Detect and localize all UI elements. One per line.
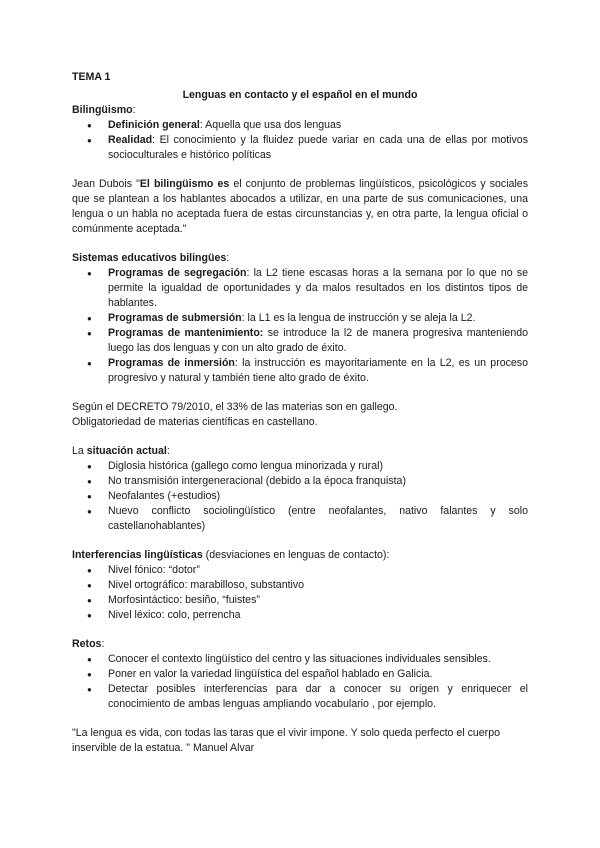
list-item: ● Programas de submersión: la L1 es la lengua de instrucción y se aleja la L2.	[72, 311, 528, 326]
bilinguismo-list	[72, 118, 528, 163]
retos-list	[72, 652, 528, 712]
list-item: ● Nuevo conflicto sociolingüístico (entre neofalantes, nativo falantes y solo castellanohablantes)	[72, 504, 528, 534]
sistemas-heading: Sistemas educativos bilingües:	[72, 252, 230, 264]
tema-heading: TEMA 1	[72, 71, 111, 83]
list-item: ● Definición general: Aquella que usa dos lenguas	[72, 118, 528, 133]
list-item: ● No transmisión intergeneracional (debido a la época franquista)	[72, 474, 528, 489]
list-item: ● Conocer el contexto lingüístico del centro y las situaciones individuales sensibles.	[72, 652, 528, 667]
list-item: ● Morfosintáctico: besiño, “fuistes”	[72, 593, 528, 608]
sistemas-list	[72, 266, 528, 386]
bilinguismo-heading: Bilingüismo:	[72, 104, 136, 116]
situacion-heading: La situación actual:	[72, 445, 170, 457]
list-item: ● Programas de inmersión: la instrucción es mayoritariamente en la L2, es un proceso progresivo y natural y también tiene alto grado de éxito.	[72, 356, 528, 386]
situacion-list	[72, 459, 528, 534]
list-item: ● Neofalantes (+estudios)	[72, 489, 528, 504]
list-item: ● Nivel fónico: “dotor”	[72, 563, 528, 578]
dubois-paragraph: Jean Dubois "El bilingüismo es el conjunto de problemas lingüísticos, psicológicos y sociales que se plantean a los hablantes abocados a utilizar, en una parte de sus comunicaciones, una lengua o un habla no aceptada fuera de estas circunstancias y, en otra parte, la lengua oficial o comúnmente aceptada."	[72, 178, 528, 235]
retos-heading: Retos:	[72, 638, 105, 650]
document-page	[72, 70, 528, 756]
decreto-line-1: Según el DECRETO 79/2010, el 33% de las materias son en gallego.	[72, 401, 398, 413]
list-item: ● Programas de segregación: la L2 tiene escasas horas a la semana por lo que no se permite la igualdad de oportunidades y da malos resultados en los distintos tipos de hablantes.	[72, 266, 528, 311]
interferencias-list	[72, 563, 528, 623]
list-item: ● Nivel ortográfico: marabilloso, substantivo	[72, 578, 528, 593]
decreto-line-2: Obligatoriedad de materias científicas en castellano.	[72, 416, 318, 428]
list-item: ● Nivel léxico: colo, perrencha	[72, 608, 528, 623]
closing-quote: "La lengua es vida, con todas las taras que el vivir impone. Y solo queda perfecto el cuerpo inservible de la estatua. " Manuel Alvar	[72, 727, 500, 754]
list-item: ● Realidad: El conocimiento y la fluidez puede variar en cada una de ellas por motivos socioculturales e histórico políticas	[72, 133, 528, 163]
list-item: ● Programas de mantenimiento: se introduce la l2 de manera progresiva manteniendo luego las dos lenguas y con un alto grado de éxito.	[72, 326, 528, 356]
list-item: ● Detectar posibles interferencias para dar a conocer su origen y enriquecer el conocimiento de ambas lenguas ampliando vocabulario , por ejemplo.	[72, 682, 528, 712]
page-title: Lenguas en contacto y el español en el mundo	[182, 89, 418, 101]
interferencias-heading: Interferencias lingüísticas (desviaciones en lenguas de contacto):	[72, 549, 390, 561]
list-item: ● Diglosia histórica (gallego como lengua minorizada y rural)	[72, 459, 528, 474]
list-item: ● Poner en valor la variedad lingüística del español hablado en Galicia.	[72, 667, 528, 682]
